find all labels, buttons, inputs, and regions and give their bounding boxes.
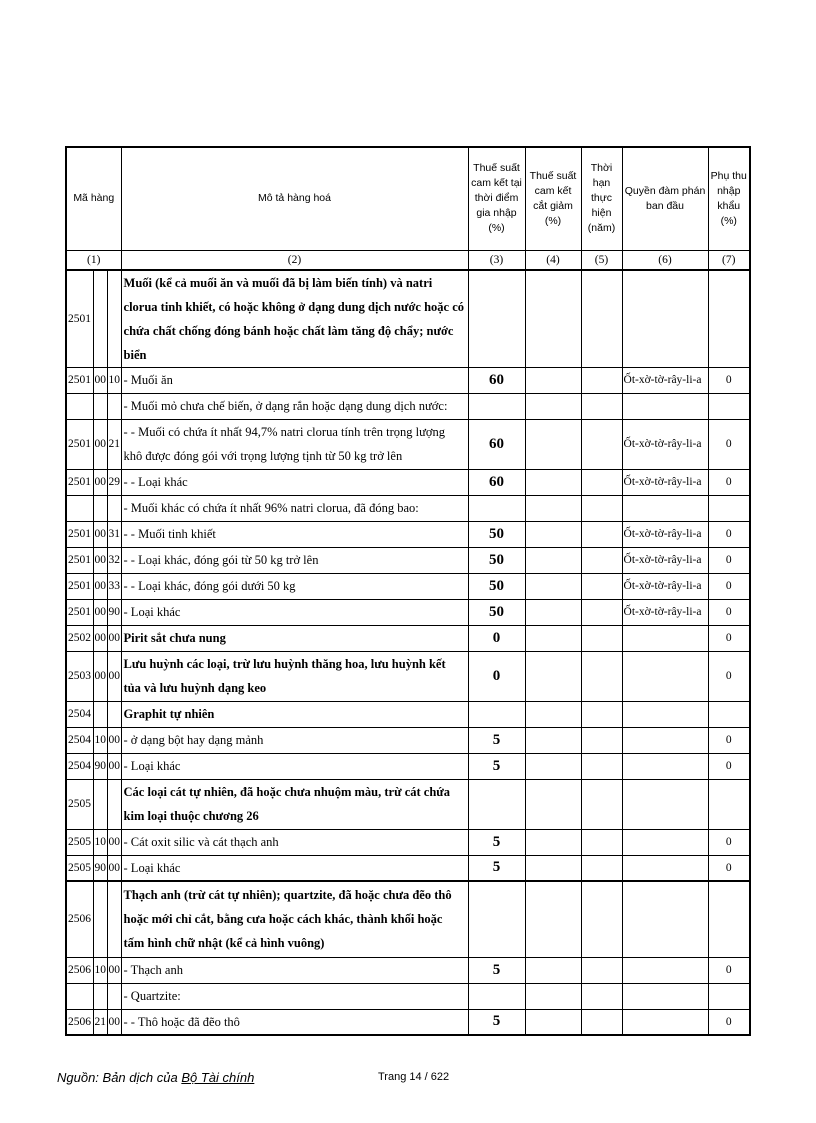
cell-period	[581, 1009, 622, 1035]
cell-initial-negotiation	[622, 829, 708, 855]
header-surcharge: Phụ thu nhập khẩu (%)	[708, 147, 750, 250]
cell-code-part-3	[107, 393, 121, 419]
cell-rate-final	[525, 495, 581, 521]
cell-period	[581, 469, 622, 495]
cell-code-part-2	[93, 495, 107, 521]
cell-period	[581, 367, 622, 393]
cell-surcharge	[708, 701, 750, 727]
cell-surcharge: 0	[708, 547, 750, 573]
cell-code-part-3: 00	[107, 753, 121, 779]
cell-code-part-3: 00	[107, 855, 121, 881]
cell-period	[581, 599, 622, 625]
cell-description: - Loại khác	[121, 855, 468, 881]
cell-surcharge: 0	[708, 1009, 750, 1035]
cell-code-part-3: 00	[107, 829, 121, 855]
table-row	[66, 521, 750, 547]
cell-description: - Thạch anh	[121, 957, 468, 983]
cell-surcharge	[708, 270, 750, 368]
header-period: Thời hạn thực hiện (năm)	[581, 147, 622, 250]
table-row	[66, 547, 750, 573]
footer-source	[57, 1070, 254, 1085]
cell-rate-final	[525, 625, 581, 651]
cell-initial-negotiation	[622, 651, 708, 701]
cell-rate-final	[525, 393, 581, 419]
cell-description: Thạch anh (trừ cát tự nhiên); quartzite, đã hoặc chưa đẽo thô hoặc mới chỉ cắt, bằng cưa hoặc cách khác, thành khối hoặc tấm hình chữ nhật (kể cả hình vuông)	[121, 881, 468, 957]
cell-code-part-2: 10	[93, 829, 107, 855]
cell-code-part-3	[107, 495, 121, 521]
table-row	[66, 829, 750, 855]
cell-code-part-3: 00	[107, 625, 121, 651]
cell-code-part-3: 33	[107, 573, 121, 599]
cell-rate-final	[525, 753, 581, 779]
cell-surcharge: 0	[708, 469, 750, 495]
cell-surcharge	[708, 779, 750, 829]
cell-code-part-2	[93, 270, 107, 368]
header-rate-final: Thuế suất cam kết cắt giảm (%)	[525, 147, 581, 250]
table-row	[66, 1009, 750, 1035]
cell-rate-accession	[468, 393, 525, 419]
cell-initial-negotiation	[622, 779, 708, 829]
cell-rate-accession: 5	[468, 957, 525, 983]
cell-rate-accession: 50	[468, 547, 525, 573]
cell-period	[581, 495, 622, 521]
header-initial-negotiation: Quyền đàm phán ban đầu	[622, 147, 708, 250]
cell-rate-accession: 5	[468, 727, 525, 753]
cell-surcharge	[708, 393, 750, 419]
cell-period	[581, 419, 622, 469]
cell-code-part-1: 2501	[66, 367, 93, 393]
table-row	[66, 957, 750, 983]
cell-description: - Cát oxit silic và cát thạch anh	[121, 829, 468, 855]
cell-rate-accession	[468, 983, 525, 1009]
cell-period	[581, 727, 622, 753]
cell-initial-negotiation	[622, 957, 708, 983]
cell-description: - - Loại khác	[121, 469, 468, 495]
cell-rate-final	[525, 727, 581, 753]
cell-period	[581, 983, 622, 1009]
header-description: Mô tả hàng hoá	[121, 147, 468, 250]
cell-code-part-1	[66, 495, 93, 521]
table-row	[66, 651, 750, 701]
tariff-table	[65, 146, 751, 1036]
cell-rate-accession: 50	[468, 599, 525, 625]
cell-period	[581, 547, 622, 573]
header-code: Mã hàng	[66, 147, 121, 250]
cell-code-part-2	[93, 701, 107, 727]
cell-surcharge: 0	[708, 753, 750, 779]
cell-code-part-1: 2502	[66, 625, 93, 651]
cell-description: - ở dạng bột hay dạng mảnh	[121, 727, 468, 753]
cell-initial-negotiation	[622, 393, 708, 419]
cell-initial-negotiation: Ốt-xờ-tờ-rây-li-a	[622, 573, 708, 599]
cell-code-part-2: 00	[93, 521, 107, 547]
cell-rate-final	[525, 521, 581, 547]
cell-period	[581, 393, 622, 419]
cell-rate-accession: 0	[468, 625, 525, 651]
cell-surcharge: 0	[708, 521, 750, 547]
table-row	[66, 270, 750, 368]
cell-code-part-3: 00	[107, 957, 121, 983]
cell-rate-final	[525, 367, 581, 393]
cell-code-part-1: 2504	[66, 753, 93, 779]
footer-source-prefix: Nguồn: Bản dịch của	[57, 1070, 178, 1085]
cell-initial-negotiation	[622, 701, 708, 727]
cell-code-part-3	[107, 270, 121, 368]
cell-initial-negotiation	[622, 625, 708, 651]
cell-rate-final	[525, 829, 581, 855]
cell-rate-accession	[468, 701, 525, 727]
cell-code-part-1: 2501	[66, 521, 93, 547]
cell-surcharge: 0	[708, 829, 750, 855]
cell-code-part-1: 2504	[66, 727, 93, 753]
cell-code-part-1: 2503	[66, 651, 93, 701]
cell-description: - Loại khác	[121, 599, 468, 625]
table-row	[66, 983, 750, 1009]
cell-code-part-1: 2501	[66, 547, 93, 573]
cell-rate-final	[525, 855, 581, 881]
cell-description: - Loại khác	[121, 753, 468, 779]
cell-code-part-3: 00	[107, 1009, 121, 1035]
cell-initial-negotiation	[622, 753, 708, 779]
cell-code-part-1: 2506	[66, 957, 93, 983]
cell-rate-accession: 60	[468, 469, 525, 495]
cell-surcharge	[708, 495, 750, 521]
cell-code-part-3	[107, 983, 121, 1009]
cell-code-part-1: 2505	[66, 855, 93, 881]
cell-code-part-2	[93, 881, 107, 957]
table-row	[66, 855, 750, 881]
cell-period	[581, 779, 622, 829]
cell-initial-negotiation	[622, 855, 708, 881]
cell-rate-accession	[468, 779, 525, 829]
cell-period	[581, 625, 622, 651]
col-number-6: (6)	[622, 250, 708, 270]
cell-code-part-2: 21	[93, 1009, 107, 1035]
cell-surcharge	[708, 881, 750, 957]
table-row	[66, 753, 750, 779]
cell-initial-negotiation: Ốt-xờ-tờ-rây-li-a	[622, 419, 708, 469]
footer-page-number: Trang 14 / 622	[378, 1071, 450, 1083]
cell-initial-negotiation	[622, 881, 708, 957]
cell-surcharge: 0	[708, 727, 750, 753]
cell-rate-final	[525, 573, 581, 599]
cell-surcharge: 0	[708, 419, 750, 469]
cell-code-part-1: 2501	[66, 599, 93, 625]
cell-code-part-2: 00	[93, 469, 107, 495]
cell-rate-final	[525, 957, 581, 983]
cell-period	[581, 881, 622, 957]
cell-surcharge: 0	[708, 651, 750, 701]
cell-code-part-1: 2501	[66, 469, 93, 495]
cell-code-part-3: 00	[107, 651, 121, 701]
table-row	[66, 625, 750, 651]
cell-initial-negotiation: Ốt-xờ-tờ-rây-li-a	[622, 521, 708, 547]
cell-description: Muối (kể cả muối ăn và muối đã bị làm biến tính) và natri clorua tinh khiết, có hoặc không ở dạng dung dịch nước hoặc có chứa chất chống đóng bánh hoặc chất làm tăng độ chẩy; nước biển	[121, 270, 468, 368]
cell-period	[581, 651, 622, 701]
cell-code-part-1: 2501	[66, 573, 93, 599]
cell-rate-accession: 60	[468, 419, 525, 469]
cell-rate-final	[525, 270, 581, 368]
col-number-1: (1)	[66, 250, 121, 270]
cell-description: Graphit tự nhiên	[121, 701, 468, 727]
cell-description: - - Thô hoặc đã đẽo thô	[121, 1009, 468, 1035]
cell-period	[581, 270, 622, 368]
table-row	[66, 469, 750, 495]
cell-rate-accession: 50	[468, 573, 525, 599]
cell-surcharge: 0	[708, 573, 750, 599]
col-number-7: (7)	[708, 250, 750, 270]
cell-rate-accession	[468, 495, 525, 521]
cell-code-part-1	[66, 983, 93, 1009]
cell-surcharge: 0	[708, 599, 750, 625]
cell-code-part-1: 2504	[66, 701, 93, 727]
cell-initial-negotiation	[622, 727, 708, 753]
cell-period	[581, 521, 622, 547]
cell-rate-accession	[468, 881, 525, 957]
cell-rate-final	[525, 779, 581, 829]
header-rate-accession: Thuế suất cam kết tại thời điểm gia nhập (%)	[468, 147, 525, 250]
cell-initial-negotiation: Ốt-xờ-tờ-rây-li-a	[622, 469, 708, 495]
cell-surcharge: 0	[708, 855, 750, 881]
cell-rate-accession: 5	[468, 753, 525, 779]
cell-code-part-2: 00	[93, 573, 107, 599]
cell-rate-final	[525, 701, 581, 727]
cell-code-part-1: 2506	[66, 1009, 93, 1035]
cell-code-part-1: 2501	[66, 419, 93, 469]
cell-rate-final	[525, 983, 581, 1009]
cell-rate-accession: 5	[468, 1009, 525, 1035]
cell-description: - Muối khác có chứa ít nhất 96% natri clorua, đã đóng bao:	[121, 495, 468, 521]
cell-code-part-1: 2505	[66, 779, 93, 829]
cell-rate-final	[525, 547, 581, 573]
cell-code-part-3: 31	[107, 521, 121, 547]
table-row	[66, 495, 750, 521]
cell-rate-accession: 5	[468, 855, 525, 881]
cell-period	[581, 573, 622, 599]
cell-code-part-2: 10	[93, 957, 107, 983]
cell-description: - - Muối có chứa ít nhất 94,7% natri clorua tính trên trọng lượng khô được đóng gói với trọng lượng tịnh từ 50 kg trở lên	[121, 419, 468, 469]
table-row	[66, 419, 750, 469]
cell-rate-final	[525, 1009, 581, 1035]
cell-description: Pirit sắt chưa nung	[121, 625, 468, 651]
cell-code-part-2	[93, 983, 107, 1009]
cell-rate-accession	[468, 270, 525, 368]
footer-source-link[interactable]: Bộ Tài chính	[181, 1070, 255, 1085]
cell-code-part-3: 90	[107, 599, 121, 625]
cell-code-part-2: 00	[93, 599, 107, 625]
cell-initial-negotiation: Ốt-xờ-tờ-rây-li-a	[622, 547, 708, 573]
table-row	[66, 727, 750, 753]
cell-initial-negotiation	[622, 270, 708, 368]
cell-rate-accession: 60	[468, 367, 525, 393]
cell-code-part-1	[66, 393, 93, 419]
cell-code-part-2: 00	[93, 651, 107, 701]
cell-surcharge: 0	[708, 957, 750, 983]
cell-rate-accession: 0	[468, 651, 525, 701]
cell-code-part-3	[107, 881, 121, 957]
table-row	[66, 599, 750, 625]
cell-code-part-2: 00	[93, 547, 107, 573]
cell-code-part-1: 2506	[66, 881, 93, 957]
col-number-4: (4)	[525, 250, 581, 270]
cell-code-part-1: 2501	[66, 270, 93, 368]
cell-code-part-2: 10	[93, 727, 107, 753]
cell-rate-final	[525, 469, 581, 495]
cell-rate-final	[525, 881, 581, 957]
col-number-3: (3)	[468, 250, 525, 270]
cell-period	[581, 753, 622, 779]
col-number-2: (2)	[121, 250, 468, 270]
cell-period	[581, 957, 622, 983]
table-row	[66, 881, 750, 957]
table-row	[66, 393, 750, 419]
cell-period	[581, 855, 622, 881]
cell-period	[581, 701, 622, 727]
table-row	[66, 573, 750, 599]
cell-code-part-3: 21	[107, 419, 121, 469]
cell-description: - Muối mỏ chưa chế biến, ở dạng rắn hoặc dạng dung dịch nước:	[121, 393, 468, 419]
header-row	[66, 147, 750, 250]
cell-rate-final	[525, 599, 581, 625]
cell-code-part-2	[93, 393, 107, 419]
cell-rate-accession: 50	[468, 521, 525, 547]
cell-description: - Quartzite:	[121, 983, 468, 1009]
cell-description: Lưu huỳnh các loại, trừ lưu huỳnh thăng hoa, lưu huỳnh kết tủa và lưu huỳnh dạng keo	[121, 651, 468, 701]
cell-rate-accession: 5	[468, 829, 525, 855]
column-number-row	[66, 250, 750, 270]
cell-code-part-3: 29	[107, 469, 121, 495]
col-number-5: (5)	[581, 250, 622, 270]
cell-code-part-2: 00	[93, 419, 107, 469]
cell-code-part-2	[93, 779, 107, 829]
cell-code-part-2: 00	[93, 367, 107, 393]
cell-surcharge: 0	[708, 625, 750, 651]
cell-code-part-3	[107, 701, 121, 727]
cell-rate-final	[525, 651, 581, 701]
table-row	[66, 779, 750, 829]
cell-description: Các loại cát tự nhiên, đã hoặc chưa nhuộm màu, trừ cát chứa kim loại thuộc chương 26	[121, 779, 468, 829]
cell-initial-negotiation: Ốt-xờ-tờ-rây-li-a	[622, 367, 708, 393]
cell-code-part-1: 2505	[66, 829, 93, 855]
cell-surcharge	[708, 983, 750, 1009]
cell-initial-negotiation	[622, 983, 708, 1009]
cell-description: - - Loại khác, đóng gói từ 50 kg trở lên	[121, 547, 468, 573]
table-row	[66, 701, 750, 727]
cell-initial-negotiation	[622, 495, 708, 521]
cell-code-part-2: 90	[93, 753, 107, 779]
cell-period	[581, 829, 622, 855]
cell-initial-negotiation: Ốt-xờ-tờ-rây-li-a	[622, 599, 708, 625]
cell-code-part-2: 90	[93, 855, 107, 881]
cell-code-part-3	[107, 779, 121, 829]
cell-code-part-3: 32	[107, 547, 121, 573]
table-row	[66, 367, 750, 393]
cell-description: - Muối ăn	[121, 367, 468, 393]
cell-rate-final	[525, 419, 581, 469]
cell-initial-negotiation	[622, 1009, 708, 1035]
cell-code-part-3: 00	[107, 727, 121, 753]
cell-surcharge: 0	[708, 367, 750, 393]
cell-description: - - Muối tinh khiết	[121, 521, 468, 547]
cell-code-part-3: 10	[107, 367, 121, 393]
cell-description: - - Loại khác, đóng gói dưới 50 kg	[121, 573, 468, 599]
cell-code-part-2: 00	[93, 625, 107, 651]
